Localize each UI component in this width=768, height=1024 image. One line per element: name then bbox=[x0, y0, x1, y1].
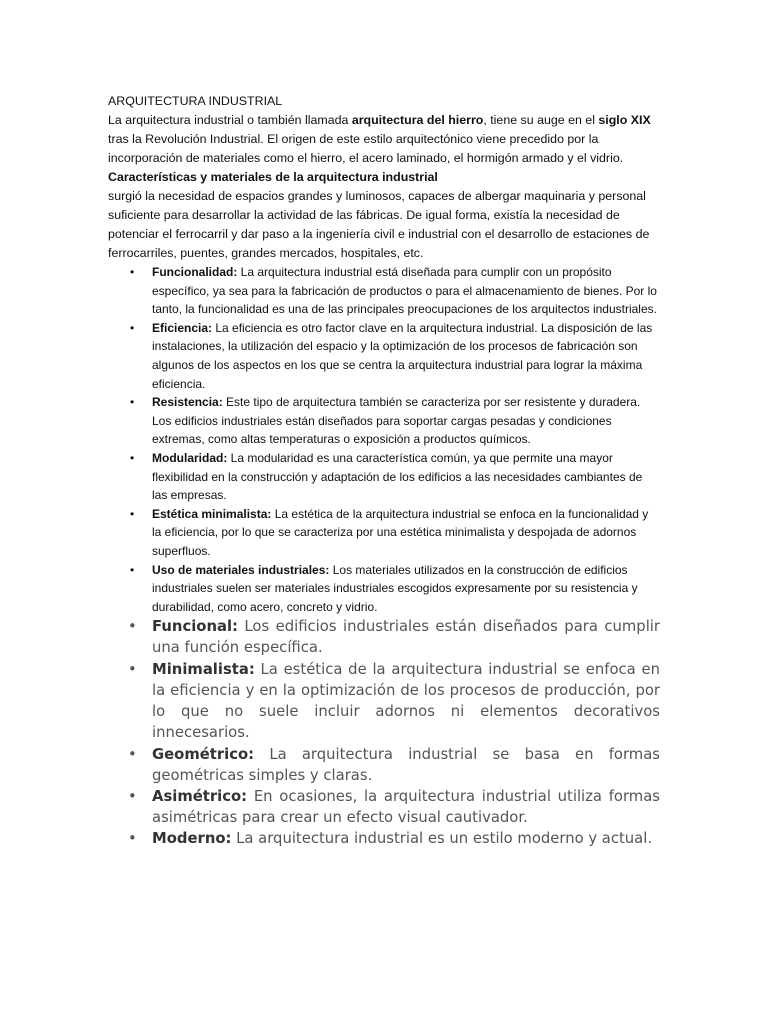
list-item bbox=[108, 659, 660, 744]
list-item bbox=[108, 828, 660, 849]
list-item-text: La estética de la arquitectura industrial se enfoca en la eficiencia y en la optimización de los procesos de producción, por lo que no suele incluir adornos ni elementos decorativos innecesarios. bbox=[152, 660, 660, 742]
intro-paragraph bbox=[108, 111, 660, 168]
list-item-text: La estética de la arquitectura industrial se enfoca en la funcionalidad y la eficiencia, por lo que se caracteriza por una estética minimalista y despojada de adornos superfluos. bbox=[152, 506, 649, 558]
bullet-icon: • bbox=[130, 320, 135, 335]
intro-text-1: La arquitectura industrial o también llamada bbox=[108, 113, 352, 127]
list-item-text: Este tipo de arquitectura también se caracteriza por ser resistente y duradera. Los edificios industriales están diseñados para soportar cargas pesadas y condiciones extremas, como altas temperaturas o exposición a productos químicos. bbox=[152, 395, 641, 447]
document-title: ARQUITECTURA INDUSTRIAL bbox=[108, 94, 283, 108]
list-item-text: Los materiales utilizados en la construcción de edificios industriales suelen ser materiales industriales escogidos expresamente por su resistencia y durabilidad, como acero, concreto y vidrio. bbox=[152, 562, 638, 614]
list-item bbox=[108, 616, 660, 658]
intro-text-2: , tiene su auge en el bbox=[483, 113, 599, 127]
bullet-icon: • bbox=[128, 830, 137, 848]
list-item-term: Estética minimalista: bbox=[152, 506, 272, 521]
list-item-term: Uso de materiales industriales: bbox=[152, 562, 330, 577]
context-paragraph: surgió la necesidad de espacios grandes y luminosos, capaces de albergar maquinaria y personal suficiente para desarrollar la actividad de las fábricas. De igual forma, existía la necesidad de potenciar el ferrocarril y dar paso a la ingeniería civil e industrial con el desarrollo de estaciones de ferrocarriles, puentes, grandes mercados, hospitales, etc. bbox=[108, 189, 650, 260]
list-item-text: La modularidad es una característica común, ya que permite una mayor flexibilidad en la construcción y adaptación de los edificios a las necesidades cambiantes de las empresas. bbox=[152, 450, 643, 503]
bullet-icon: • bbox=[128, 787, 137, 805]
list-item-term: Resistencia: bbox=[152, 395, 223, 410]
list-item-term: Eficiencia: bbox=[152, 320, 213, 335]
list-item-text: La arquitectura industrial está diseñada para cumplir con un propósito específico, ya sea para la fabricación de productos o para el almacenamiento de bienes. Por lo tanto, la funcionalidad es una de las principales preocupaciones de los arquitectos industriales. bbox=[152, 265, 657, 317]
bullet-icon: • bbox=[128, 660, 137, 678]
bullet-icon: • bbox=[128, 745, 137, 763]
list-item bbox=[108, 786, 660, 828]
list-item bbox=[108, 393, 660, 449]
bullet-icon: • bbox=[130, 265, 135, 279]
list-item bbox=[108, 449, 660, 505]
list-item bbox=[108, 561, 660, 617]
list-item-term: Modularidad: bbox=[152, 450, 228, 465]
list-item-text: Los edificios industriales están diseñados para cumplir una función específica. bbox=[152, 618, 660, 657]
list-item bbox=[108, 744, 660, 786]
intro-text-3: tras la Revolución Industrial. El origen de este estilo arquitectónico viene precedido por la incorporación de materiales como el hierro, el acero laminado, el hormigón armado y el vidrio. bbox=[108, 132, 624, 165]
list-item-text: La arquitectura industrial es un estilo moderno y actual. bbox=[231, 830, 653, 848]
list-item-term: Minimalista: bbox=[152, 660, 255, 678]
intro-bold-1: arquitectura del hierro bbox=[351, 113, 484, 127]
list-item-term: Asimétrico: bbox=[152, 787, 248, 805]
list-item bbox=[108, 263, 660, 319]
list-item-text: La eficiencia es otro factor clave en la arquitectura industrial. La disposición de las instalaciones, la utilización del espacio y la optimización de los procesos de fabricación son algunos de los aspectos en los que se centra la arquitectura industrial para lograr la máxima eficiencia. bbox=[152, 320, 653, 391]
characteristics-list bbox=[108, 263, 660, 616]
section-heading: Características y materiales de la arquitectura industrial bbox=[108, 170, 438, 184]
list-item-term: Geométrico: bbox=[152, 745, 255, 763]
list-item-term: Moderno: bbox=[152, 830, 232, 848]
list-item-text: La arquitectura industrial se basa en formas geométricas simples y claras. bbox=[152, 745, 660, 784]
list-item-text: En ocasiones, la arquitectura industrial utiliza formas asimétricas para crear un efecto visual cautivador. bbox=[152, 787, 660, 827]
list-item bbox=[108, 319, 660, 393]
list-item-term: Funcionalidad: bbox=[152, 265, 238, 279]
intro-bold-2: siglo XIX bbox=[598, 113, 651, 127]
list-item-term: Funcional: bbox=[152, 618, 238, 636]
document-page bbox=[108, 92, 660, 850]
bullet-icon: • bbox=[130, 562, 135, 577]
bullet-icon: • bbox=[130, 506, 135, 521]
bullet-icon: • bbox=[128, 618, 137, 636]
bullet-icon: • bbox=[130, 395, 135, 410]
style-traits-list bbox=[108, 616, 660, 849]
bullet-icon: • bbox=[130, 450, 135, 465]
list-item bbox=[108, 505, 660, 561]
